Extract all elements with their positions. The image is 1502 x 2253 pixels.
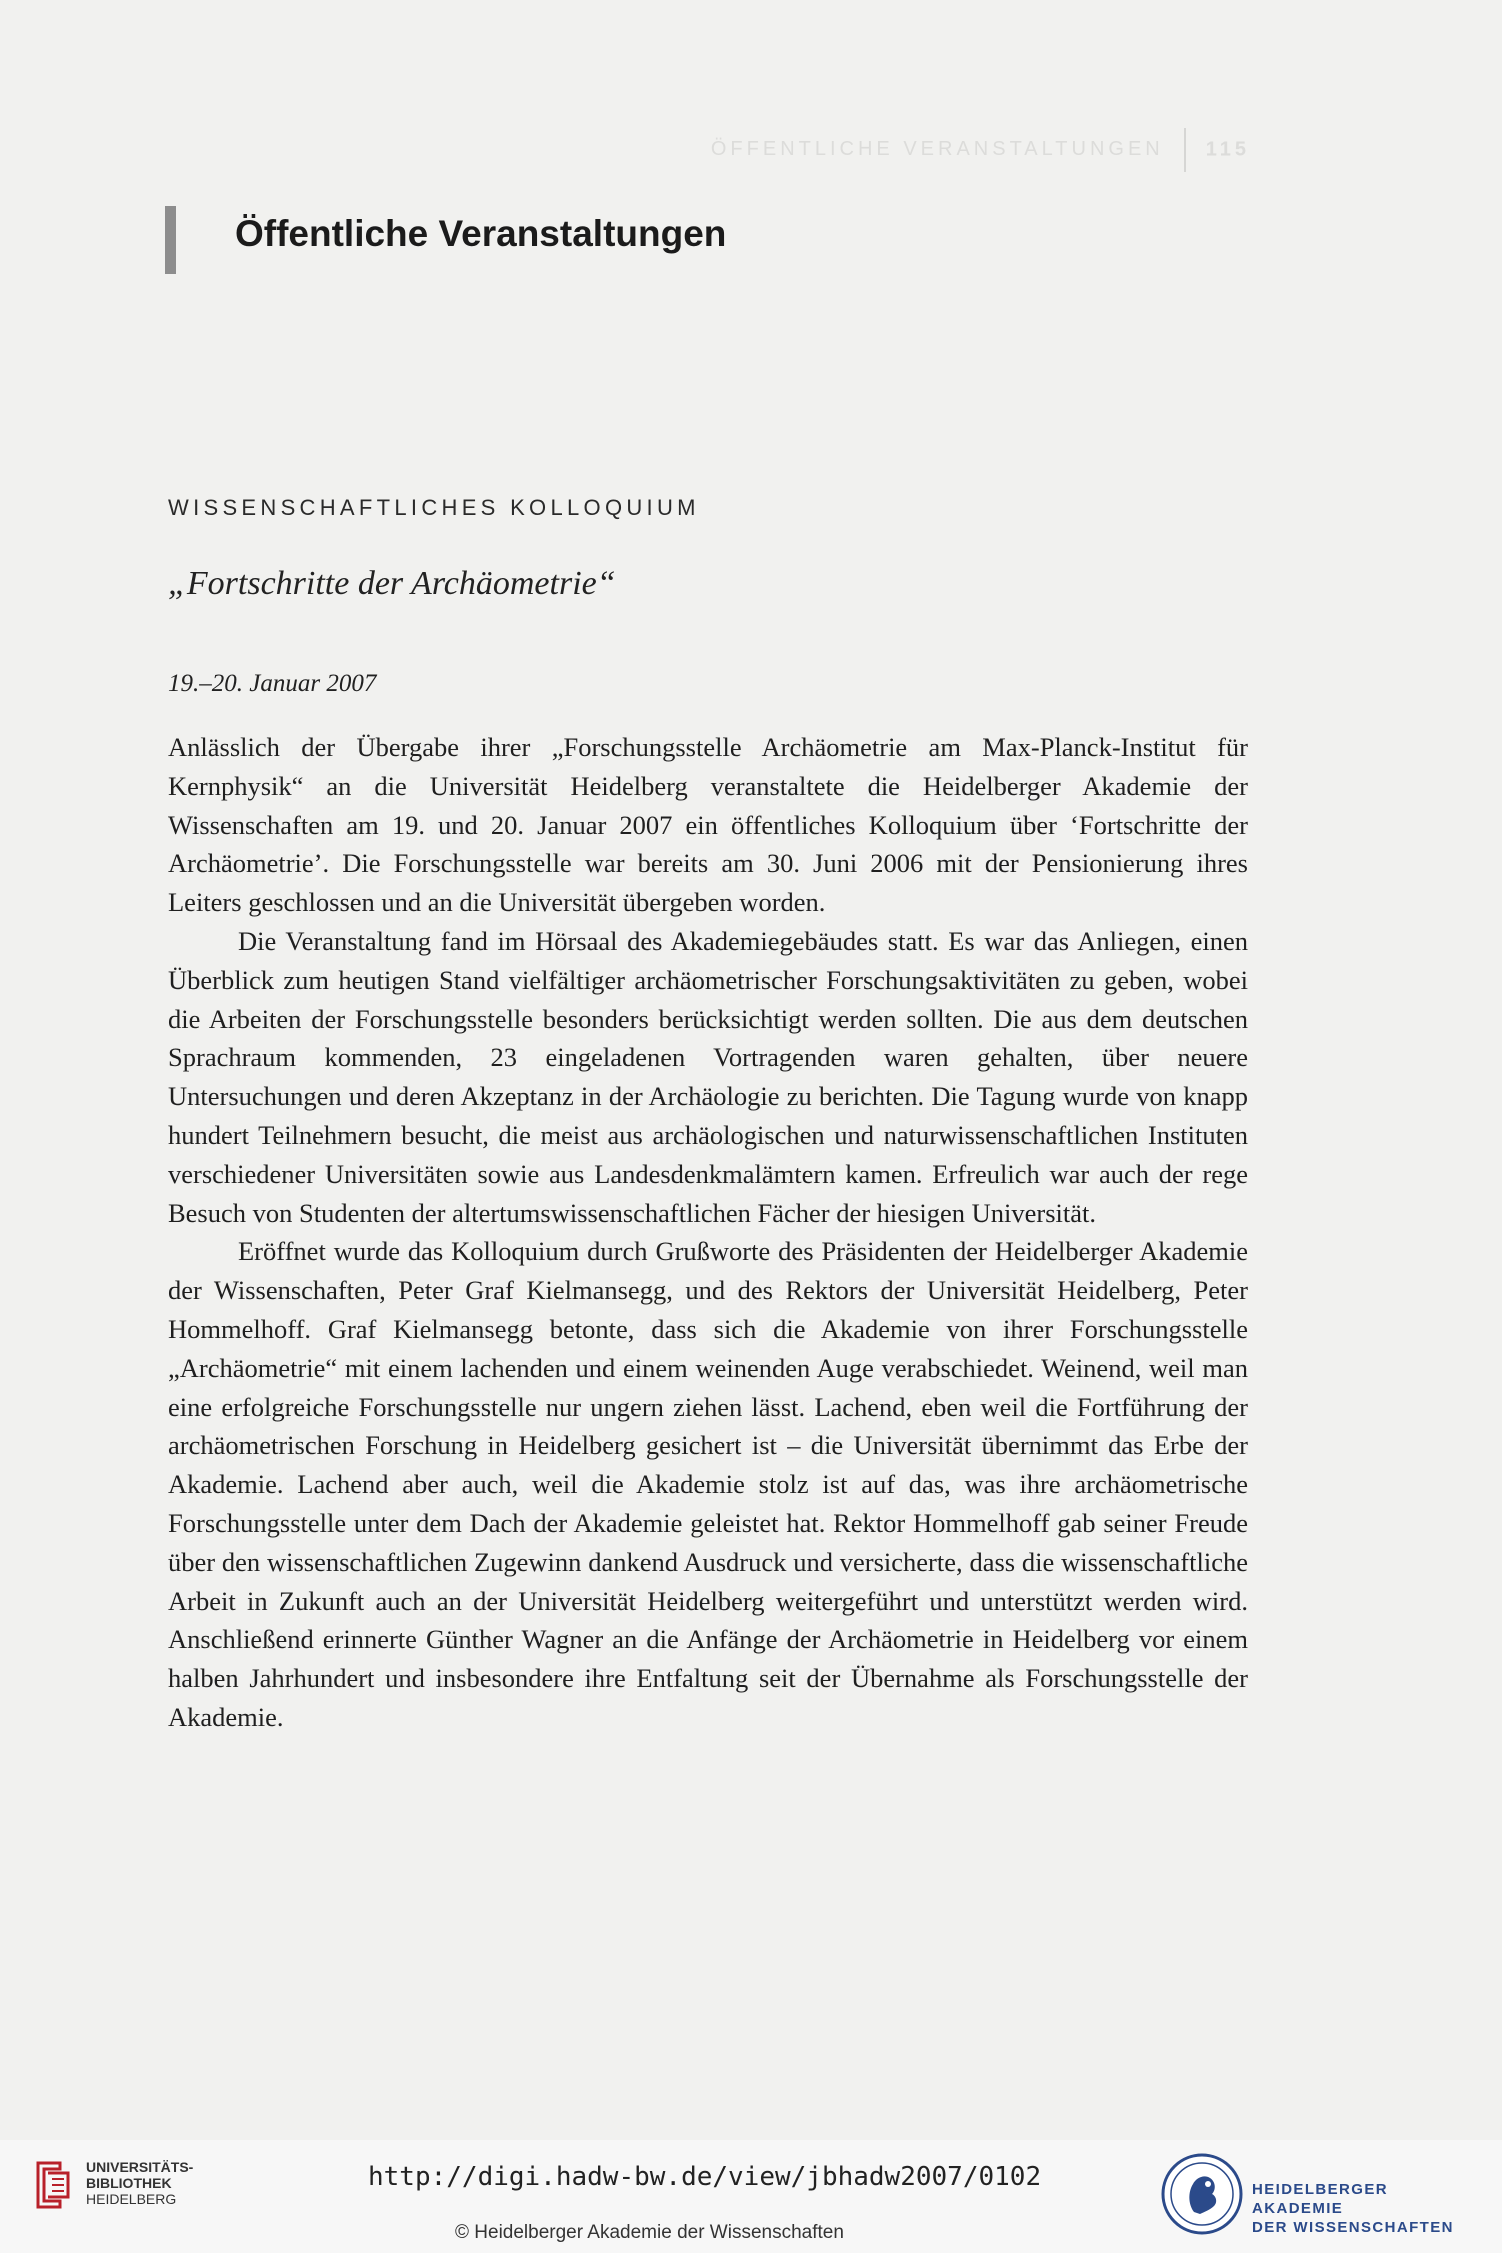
academy-line-2: DER WISSENSCHAFTEN <box>1252 2219 1454 2236</box>
library-name <box>86 2159 193 2207</box>
event-date: 19.–20. Januar 2007 <box>168 670 377 697</box>
university-library-logo[interactable] <box>30 2155 210 2225</box>
academy-logo[interactable] <box>1160 2152 1480 2242</box>
academy-line-1: HEIDELBERGER AKADEMIE <box>1252 2181 1388 2217</box>
event-title: „Fortschritte der Archäometrie“ <box>168 565 616 602</box>
paragraph-2: Die Veranstaltung fand im Hörsaal des Akademiegebäudes statt. Es war das Anliegen, einen Überblick zum heutigen Stand vielfältiger archäometrischer Forschungsaktivitäten zu geben, wobei die Arbeiten der Forschungsstelle besonders berücksichtigt werden sollten. Die aus dem deutschen Sprachraum kommenden, 23 eingeladenen Vortragenden waren gehalten, über neuere Untersuchungen und deren Akzeptanz in der Archäologie zu berichten. Die Tagung wurde von knapp hundert Teilnehmern besucht, die meist aus archäologischen und naturwissenschaftlichen Instituten verschiedener Universitäten sowie aus Landesdenkmalämtern kamen. Erfreulich war auch der rege Besuch von Studenten der altertumswissenschaftlichen Fächer der hiesigen Universität. <box>168 925 1248 1228</box>
library-line-3: HEIDELBERG <box>86 2191 177 2207</box>
running-head-divider <box>1184 128 1186 172</box>
library-line-1: UNIVERSITÄTS- <box>86 2159 194 2175</box>
permalink-url[interactable]: http://digi.hadw-bw.de/view/jbhadw2007/0102 <box>368 2162 1042 2192</box>
academy-seal-icon <box>1160 2152 1244 2236</box>
academy-name <box>1252 2180 1480 2237</box>
section-marker-bar <box>165 206 176 274</box>
running-head <box>590 128 1250 168</box>
event-category: WISSENSCHAFTLICHES KOLLOQUIUM <box>168 495 700 520</box>
section-title: Öffentliche Veranstaltungen <box>235 213 727 254</box>
library-line-2: BIBLIOTHEK <box>86 2175 172 2191</box>
page-number: 115 <box>1205 138 1250 161</box>
digitization-footer <box>0 2140 1502 2253</box>
paragraph-1: Anlässlich der Übergabe ihrer „Forschungsstelle Archäometrie am Max-Planck-Institut für Kernphysik“ an die Universität Heidelberg veranstaltete die Heidelberger Akademie der Wissenschaften am 19. und 20. Januar 2007 ein öffentliches Kolloquium über ‘Fortschritte der Archäometrie’. Die Forschungsstelle war bereits am 30. Juni 2006 mit der Pensionierung ihres Leiters geschlossen und an die Universität übergeben worden. <box>168 732 1248 918</box>
body-text <box>168 728 1248 1737</box>
paragraph-3: Eröffnet wurde das Kolloquium durch Grußworte des Präsidenten der Heidelberger Akademie der Wissenschaften, Peter Graf Kielmansegg, und des Rektors der Universität Heidelberg, Peter Hommelhoff. Graf Kielmansegg betonte, dass sich die Akademie von ihrer Forschungsstelle „Archäometrie“ mit einem lachenden und einem weinenden Auge verabschiedet. Weinend, weil man eine erfolgreiche Forschungsstelle nur ungern ziehen lässt. Lachend, eben weil die Fortführung der archäometrischen Forschung in Heidelberg gesichert ist – die Universität übernimmt das Erbe der Akademie. Lachend aber auch, weil die Akademie stolz ist auf das, was ihre archäometrische Forschungsstelle unter dem Dach der Akademie geleistet hat. Rektor Hommelhoff gab seiner Freude über den wissenschaftlichen Zugewinn dankend Ausdruck und versicherte, dass die wissenschaftliche Arbeit in Zukunft auch an der Universität Heidelberg weitergeführt und unterstützt werden wird. Anschließend erinnerte Günther Wagner an die Anfänge der Archäometrie in Heidelberg vor einem halben Jahrhundert und insbesondere ihre Entfaltung seit der Übernahme als Forschungsstelle der Akademie. <box>168 1236 1248 1732</box>
library-logo-icon <box>30 2155 76 2215</box>
copyright-notice: © Heidelberger Akademie der Wissenschaften <box>455 2222 844 2243</box>
running-head-title: ÖFFENTLICHE VERANSTALTUNGEN <box>710 138 1164 161</box>
